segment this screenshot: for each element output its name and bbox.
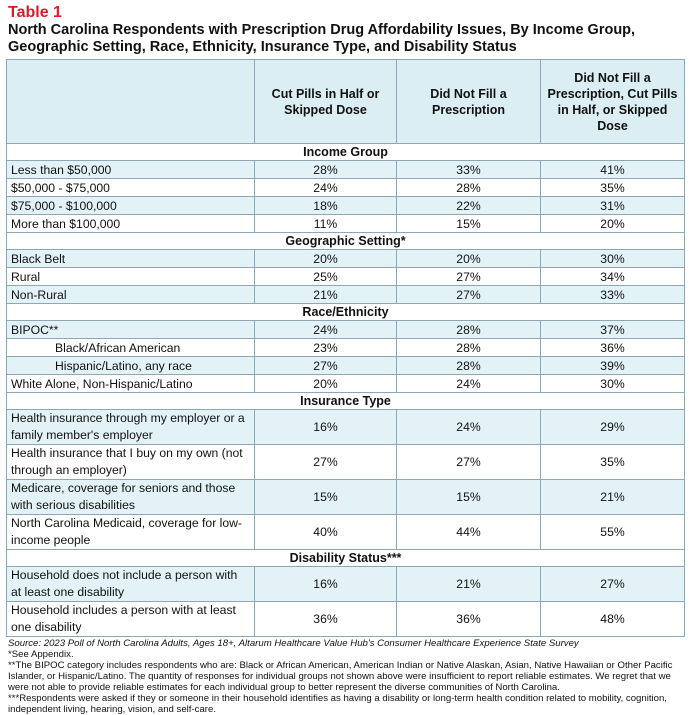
table-row [7, 197, 685, 215]
row-label: $75,000 - $100,000 [7, 197, 255, 215]
section-geographic [7, 233, 685, 250]
cell-any-issue: 37% [541, 321, 685, 339]
table-row [7, 602, 685, 637]
row-label: Rural [7, 268, 255, 286]
cell-did-not-fill: 28% [397, 321, 541, 339]
section-heading: Income Group [7, 144, 685, 161]
cell-any-issue: 21% [541, 480, 685, 515]
section-insurance [7, 393, 685, 410]
cell-cut-pills: 20% [255, 250, 397, 268]
row-label: Non-Rural [7, 286, 255, 304]
cell-did-not-fill: 28% [397, 357, 541, 375]
footnote-disability: ***Respondents were asked if they or someone in their household identifies as having a disability or long-term health condition related to mobility, cognition, independent living, hearing, vision, and self-care. [8, 693, 667, 715]
table-label: Table 1 [8, 4, 62, 21]
cell-any-issue: 30% [541, 250, 685, 268]
cell-cut-pills: 25% [255, 268, 397, 286]
header-did-not-fill: Did Not Fill a Prescription [397, 60, 541, 144]
row-label: Less than $50,000 [7, 161, 255, 179]
cell-did-not-fill: 36% [397, 602, 541, 637]
table-row [7, 445, 685, 480]
cell-any-issue: 41% [541, 161, 685, 179]
row-label: White Alone, Non-Hispanic/Latino [7, 375, 255, 393]
source-note: Source: 2023 Poll of North Carolina Adults, Ages 18+, Altarum Healthcare Value Hub's Consumer Healthcare Experience State Survey [8, 638, 579, 649]
cell-cut-pills: 20% [255, 375, 397, 393]
section-heading: Disability Status*** [7, 550, 685, 567]
table-row [7, 357, 685, 375]
cell-cut-pills: 18% [255, 197, 397, 215]
cell-cut-pills: 16% [255, 567, 397, 602]
row-label: North Carolina Medicaid, coverage for low-income people [7, 515, 255, 550]
cell-any-issue: 27% [541, 567, 685, 602]
table-row [7, 480, 685, 515]
section-heading: Race/Ethnicity [7, 304, 685, 321]
table-notes [8, 638, 684, 715]
cell-did-not-fill: 24% [397, 410, 541, 445]
cell-cut-pills: 15% [255, 480, 397, 515]
row-label: Household does not include a person with at least one disability [7, 567, 255, 602]
affordability-table [6, 59, 685, 637]
table-row [7, 410, 685, 445]
table-row [7, 567, 685, 602]
cell-did-not-fill: 27% [397, 445, 541, 480]
table-row [7, 179, 685, 197]
row-label: Black Belt [7, 250, 255, 268]
section-income [7, 144, 685, 161]
cell-any-issue: 33% [541, 286, 685, 304]
cell-cut-pills: 28% [255, 161, 397, 179]
header-blank [7, 60, 255, 144]
table-row [7, 515, 685, 550]
section-race [7, 304, 685, 321]
cell-did-not-fill: 22% [397, 197, 541, 215]
table-row [7, 321, 685, 339]
cell-did-not-fill: 27% [397, 268, 541, 286]
table-row [7, 215, 685, 233]
row-label: Household includes a person with at least one disability [7, 602, 255, 637]
cell-cut-pills: 24% [255, 179, 397, 197]
cell-cut-pills: 40% [255, 515, 397, 550]
cell-cut-pills: 11% [255, 215, 397, 233]
cell-did-not-fill: 21% [397, 567, 541, 602]
cell-cut-pills: 21% [255, 286, 397, 304]
footnote-appendix: *See Appendix. [8, 649, 74, 660]
cell-cut-pills: 23% [255, 339, 397, 357]
cell-did-not-fill: 15% [397, 480, 541, 515]
cell-did-not-fill: 24% [397, 375, 541, 393]
cell-any-issue: 31% [541, 197, 685, 215]
section-heading: Insurance Type [7, 393, 685, 410]
section-disability [7, 550, 685, 567]
cell-any-issue: 30% [541, 375, 685, 393]
cell-any-issue: 34% [541, 268, 685, 286]
cell-did-not-fill: 33% [397, 161, 541, 179]
cell-did-not-fill: 27% [397, 286, 541, 304]
cell-any-issue: 55% [541, 515, 685, 550]
cell-cut-pills: 27% [255, 357, 397, 375]
table-row [7, 250, 685, 268]
cell-cut-pills: 27% [255, 445, 397, 480]
cell-any-issue: 35% [541, 445, 685, 480]
cell-cut-pills: 24% [255, 321, 397, 339]
header-row [7, 60, 685, 144]
cell-did-not-fill: 20% [397, 250, 541, 268]
cell-did-not-fill: 44% [397, 515, 541, 550]
row-label: Health insurance through my employer or a family member's employer [7, 410, 255, 445]
table-row [7, 339, 685, 357]
cell-did-not-fill: 28% [397, 339, 541, 357]
row-label: Medicare, coverage for seniors and those with serious disabilities [7, 480, 255, 515]
header-cut-pills: Cut Pills in Half or Skipped Dose [255, 60, 397, 144]
cell-any-issue: 20% [541, 215, 685, 233]
cell-cut-pills: 16% [255, 410, 397, 445]
table-row [7, 375, 685, 393]
cell-any-issue: 39% [541, 357, 685, 375]
row-label: Hispanic/Latino, any race [7, 357, 255, 375]
cell-any-issue: 29% [541, 410, 685, 445]
row-label: BIPOC** [7, 321, 255, 339]
cell-did-not-fill: 15% [397, 215, 541, 233]
cell-did-not-fill: 28% [397, 179, 541, 197]
row-label: Black/African American [7, 339, 255, 357]
header-any-issue: Did Not Fill a Prescription, Cut Pills in Half, or Skipped Dose [541, 60, 685, 144]
row-label: Health insurance that I buy on my own (not through an employer) [7, 445, 255, 480]
row-label: $50,000 - $75,000 [7, 179, 255, 197]
cell-any-issue: 35% [541, 179, 685, 197]
table-row [7, 268, 685, 286]
table-row [7, 286, 685, 304]
footnote-bipoc: **The BIPOC category includes respondents who are: Black or African American, American Indian or Native Alaskan, Asian, Native Hawaiian or Other Pacific Islander, or Hispanic/Latino. The quantity of responses for individual groups not shown above were insufficient to report reliable estimates. We regret that we were not able to provide reliable estimates for each individual group to better represent the diverse communities of North Carolina. [8, 660, 673, 693]
cell-any-issue: 36% [541, 339, 685, 357]
table-title: North Carolina Respondents with Prescription Drug Affordability Issues, By Income Group, Geographic Setting, Race, Ethnicity, Insurance Type, and Disability Status [8, 22, 636, 55]
section-heading: Geographic Setting* [7, 233, 685, 250]
row-label: More than $100,000 [7, 215, 255, 233]
cell-cut-pills: 36% [255, 602, 397, 637]
cell-any-issue: 48% [541, 602, 685, 637]
table-row [7, 161, 685, 179]
